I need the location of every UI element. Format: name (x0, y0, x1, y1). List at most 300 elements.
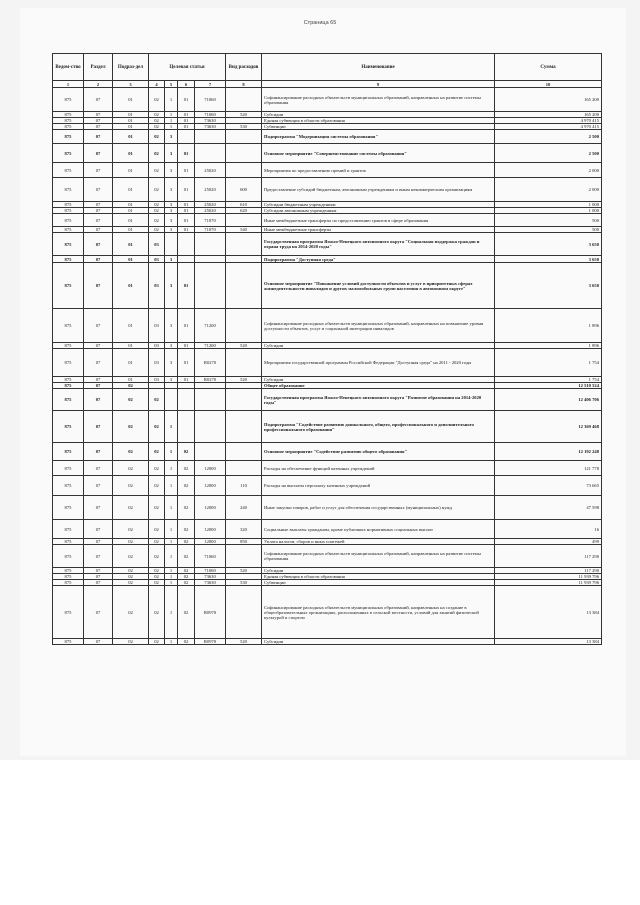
table-row (53, 545, 602, 568)
cell-razdel: 07 (84, 112, 113, 118)
cell-naimenovanie: Субвенции (262, 580, 495, 586)
cell-summa: 2 000 (495, 178, 602, 202)
cell-razdel: 07 (84, 233, 113, 256)
cell-vedomstvo: 875 (53, 568, 84, 574)
cell-vid (226, 443, 262, 461)
cell-cs-3: 01 (178, 124, 195, 130)
cell-podrazdel: 02 (113, 476, 149, 496)
cell-podrazdel: 02 (113, 580, 149, 586)
cell-podrazdel: 01 (113, 377, 149, 383)
cell-vedomstvo: 875 (53, 476, 84, 496)
cell-naimenovanie: Основное мероприятие "Повышение условий доступности объектов и услуг в приоритетных сферах жизнедеятельности инвалидов и других маломобильных групп населения в автономном округе" (262, 263, 495, 309)
cell-cs-4 (195, 443, 226, 461)
cell-cs-2: 1 (165, 639, 178, 645)
cell-podrazdel: 02 (113, 383, 149, 389)
cell-cs-2: 1 (165, 476, 178, 496)
cell-summa: 4 970 415 (495, 118, 602, 124)
cell-naimenovanie: Расходы на обеспечение функций казенных учреждений (262, 461, 495, 476)
cell-summa: 13 384 (495, 586, 602, 639)
cell-razdel: 07 (84, 496, 113, 520)
cell-cs-2: 1 (165, 586, 178, 639)
table-row (53, 389, 602, 411)
table-row (53, 309, 602, 343)
cell-razdel: 07 (84, 586, 113, 639)
cell-cs-4: 71060 (195, 112, 226, 118)
cell-cs-4: 12000 (195, 496, 226, 520)
cell-cs-1: 02 (149, 461, 165, 476)
cell-cs-1: 02 (149, 586, 165, 639)
cell-summa: 3 650 (495, 233, 602, 256)
cell-podrazdel: 01 (113, 349, 149, 377)
cell-cs-3: 02 (178, 539, 195, 545)
cell-naimenovanie: Предоставление субсидий бюджетным, автономным учреждениям и иным некоммерческим организациям (262, 178, 495, 202)
cell-naimenovanie: Единая субвенция в области образования (262, 118, 495, 124)
cell-cs-1: 02 (149, 88, 165, 112)
table-row (53, 476, 602, 496)
cell-razdel: 07 (84, 256, 113, 263)
cell-vid: 520 (226, 377, 262, 383)
cell-vid (226, 545, 262, 568)
cell-cs-1: 02 (149, 476, 165, 496)
cell-cs-3: 01 (178, 118, 195, 124)
cell-cs-3: 01 (178, 144, 195, 163)
cell-cs-3: 02 (178, 443, 195, 461)
cell-podrazdel: 02 (113, 411, 149, 443)
cell-vid: 540 (226, 227, 262, 233)
cell-cs-4: 71060 (195, 88, 226, 112)
cell-cs-3: 02 (178, 476, 195, 496)
cell-podrazdel: 01 (113, 256, 149, 263)
cell-vid (226, 411, 262, 443)
cell-summa: 121 778 (495, 461, 602, 476)
cell-cs-4: 12000 (195, 539, 226, 545)
table-row (53, 178, 602, 202)
cell-cs-2: 3 (165, 256, 178, 263)
cell-vedomstvo: 875 (53, 349, 84, 377)
cell-podrazdel: 02 (113, 539, 149, 545)
cell-naimenovanie: Софинансирование расходных обязательств муниципальных образований, направленных на повышение уровня доступности объектов, услуг и социальной интеграции инвалидов (262, 309, 495, 343)
cell-vedomstvo: 875 (53, 545, 84, 568)
cell-cs-4: 71060 (195, 568, 226, 574)
cell-cs-3: 02 (178, 520, 195, 539)
cell-cs-1: 03 (149, 309, 165, 343)
cell-summa: 117 290 (495, 545, 602, 568)
cell-cs-2: 1 (165, 574, 178, 580)
cell-vedomstvo: 875 (53, 639, 84, 645)
cell-cs-4 (195, 130, 226, 144)
cell-cs-1: 02 (149, 130, 165, 144)
cell-razdel: 07 (84, 476, 113, 496)
cell-vedomstvo: 875 (53, 309, 84, 343)
cell-cs-4: 12000 (195, 461, 226, 476)
table-row (53, 443, 602, 461)
cell-vedomstvo: 875 (53, 539, 84, 545)
table-row (53, 520, 602, 539)
cell-cs-2: 3 (165, 349, 178, 377)
cell-vid (226, 214, 262, 227)
cell-vid: 530 (226, 580, 262, 586)
cell-cs-2: 1 (165, 411, 178, 443)
cell-cs-1: 02 (149, 389, 165, 411)
cell-summa: 165 200 (495, 88, 602, 112)
cell-cs-4 (195, 233, 226, 256)
cell-cs-2: 3 (165, 263, 178, 309)
cell-cs-2: 3 (165, 377, 178, 383)
cell-vedomstvo: 875 (53, 411, 84, 443)
cell-summa: 12 510 524 (495, 383, 602, 389)
cell-cs-4: 71070 (195, 227, 226, 233)
cell-vid: 520 (226, 343, 262, 349)
cell-cs-2: 1 (165, 88, 178, 112)
cell-cs-1: 03 (149, 349, 165, 377)
cell-cs-2: 1 (165, 443, 178, 461)
cell-cs-4: 25020 (195, 202, 226, 208)
table-row (53, 496, 602, 520)
cell-razdel: 07 (84, 309, 113, 343)
cell-cs-3: 01 (178, 343, 195, 349)
cell-naimenovanie: Иные межбюджетные трансферты по предоставлению грантов в сфере образования (262, 214, 495, 227)
cell-cs-4: 73630 (195, 118, 226, 124)
cell-razdel: 07 (84, 163, 113, 178)
cell-cs-3: 02 (178, 568, 195, 574)
header-summa: Сумма (495, 54, 602, 81)
cell-summa: 3 650 (495, 256, 602, 263)
cell-cs-2: 1 (165, 112, 178, 118)
cell-vid: 620 (226, 208, 262, 214)
cell-cs-1: 02 (149, 124, 165, 130)
table-row (53, 639, 602, 645)
cell-vedomstvo: 875 (53, 202, 84, 208)
cell-vedomstvo: 875 (53, 130, 84, 144)
cell-cs-3: 01 (178, 263, 195, 309)
column-number: 2 (84, 81, 113, 88)
cell-summa: 11 939 796 (495, 574, 602, 580)
budget-table (52, 53, 602, 645)
cell-vid (226, 349, 262, 377)
cell-cs-1: 03 (149, 343, 165, 349)
cell-razdel: 07 (84, 208, 113, 214)
cell-razdel: 07 (84, 461, 113, 476)
cell-cs-3: 01 (178, 349, 195, 377)
cell-vid (226, 130, 262, 144)
cell-cs-4: 12000 (195, 520, 226, 539)
cell-naimenovanie: Уплата налогов, сборов и иных платежей (262, 539, 495, 545)
cell-razdel: 07 (84, 227, 113, 233)
cell-cs-4: 71200 (195, 309, 226, 343)
cell-vedomstvo: 875 (53, 461, 84, 476)
cell-cs-4: 73630 (195, 124, 226, 130)
cell-cs-1: 02 (149, 208, 165, 214)
cell-vid (226, 263, 262, 309)
column-number: 9 (262, 81, 495, 88)
header-vedomstvo: Ведом-ство (53, 54, 84, 81)
cell-cs-1: 02 (149, 545, 165, 568)
cell-naimenovanie: Субсидии бюджетным учреждениям (262, 202, 495, 208)
cell-vid (226, 163, 262, 178)
cell-podrazdel: 02 (113, 520, 149, 539)
cell-vedomstvo: 875 (53, 389, 84, 411)
cell-summa: 16 (495, 520, 602, 539)
cell-podrazdel: 01 (113, 88, 149, 112)
cell-cs-4: 71070 (195, 214, 226, 227)
cell-cs-2: 3 (165, 309, 178, 343)
table-row (53, 233, 602, 256)
cell-razdel: 07 (84, 580, 113, 586)
cell-vid (226, 389, 262, 411)
cell-razdel: 07 (84, 568, 113, 574)
cell-cs-4: R0970 (195, 586, 226, 639)
cell-podrazdel: 01 (113, 178, 149, 202)
cell-vedomstvo: 875 (53, 263, 84, 309)
cell-cs-1: 02 (149, 112, 165, 118)
cell-cs-1: 02 (149, 118, 165, 124)
cell-summa: 47 598 (495, 496, 602, 520)
header-naimenovanie: Наименование (262, 54, 495, 81)
cell-vedomstvo: 875 (53, 580, 84, 586)
cell-vid: 320 (226, 520, 262, 539)
column-number: 8 (226, 81, 262, 88)
cell-vid (226, 309, 262, 343)
table-row (53, 163, 602, 178)
cell-cs-4: 25020 (195, 163, 226, 178)
cell-cs-1: 02 (149, 163, 165, 178)
cell-cs-3: 01 (178, 227, 195, 233)
cell-summa: 73 665 (495, 476, 602, 496)
cell-summa: 3 650 (495, 263, 602, 309)
cell-razdel: 07 (84, 539, 113, 545)
cell-cs-2: 3 (165, 227, 178, 233)
cell-razdel: 07 (84, 349, 113, 377)
cell-naimenovanie: Общее образование (262, 383, 495, 389)
cell-naimenovanie: Основное мероприятие "Совершенствование системы образования" (262, 144, 495, 163)
cell-vid: 610 (226, 202, 262, 208)
cell-summa: 13 384 (495, 639, 602, 645)
cell-podrazdel: 02 (113, 586, 149, 639)
cell-vid (226, 144, 262, 163)
cell-cs-3: 01 (178, 88, 195, 112)
table-row (53, 88, 602, 112)
cell-cs-2: 1 (165, 580, 178, 586)
cell-razdel: 07 (84, 124, 113, 130)
cell-summa: 1 754 (495, 349, 602, 377)
cell-cs-3: 02 (178, 545, 195, 568)
cell-cs-3: 01 (178, 202, 195, 208)
cell-cs-3: 02 (178, 574, 195, 580)
cell-naimenovanie: Субсидии (262, 568, 495, 574)
cell-cs-2: 3 (165, 343, 178, 349)
cell-naimenovanie: Подпрограмма "Модернизация системы образования" (262, 130, 495, 144)
cell-naimenovanie: Субсидии (262, 377, 495, 383)
cell-naimenovanie: Софинансирование расходных обязательств муниципальных образований, направленных на развитие системы образования (262, 545, 495, 568)
cell-razdel: 07 (84, 639, 113, 645)
column-number: 10 (495, 81, 602, 88)
cell-naimenovanie: Мероприятия по предоставлению премий и грантов (262, 163, 495, 178)
cell-podrazdel: 02 (113, 461, 149, 476)
cell-podrazdel: 01 (113, 202, 149, 208)
header-vid-rashodov: Вид расходов (226, 54, 262, 81)
cell-vedomstvo: 875 (53, 144, 84, 163)
cell-summa: 12 369 468 (495, 411, 602, 443)
cell-cs-3: 02 (178, 639, 195, 645)
cell-vid: 600 (226, 178, 262, 202)
cell-cs-1: 03 (149, 377, 165, 383)
cell-cs-2 (165, 233, 178, 256)
cell-naimenovanie: Субсидии (262, 639, 495, 645)
cell-cs-4 (195, 263, 226, 309)
cell-naimenovanie: Иные закупки товаров, работ и услуг для обеспечения государственных (муниципальных) нужд (262, 496, 495, 520)
cell-vedomstvo: 875 (53, 520, 84, 539)
header-celevaya-statya: Целевая статья (149, 54, 226, 81)
cell-razdel: 07 (84, 377, 113, 383)
cell-cs-3 (178, 233, 195, 256)
cell-cs-2: 3 (165, 178, 178, 202)
cell-cs-1: 02 (149, 202, 165, 208)
cell-vid (226, 88, 262, 112)
cell-summa: 4 970 415 (495, 124, 602, 130)
table-row (53, 586, 602, 639)
header-podrazdel: Подраз-дел (113, 54, 149, 81)
cell-cs-2: 1 (165, 568, 178, 574)
cell-podrazdel: 01 (113, 263, 149, 309)
cell-vedomstvo: 875 (53, 343, 84, 349)
cell-naimenovanie: Иные межбюджетные трансферты (262, 227, 495, 233)
cell-podrazdel: 01 (113, 118, 149, 124)
table-row (53, 411, 602, 443)
page-label: Страница 65 (303, 20, 337, 26)
column-number-row (53, 81, 602, 88)
cell-cs-2: 3 (165, 208, 178, 214)
cell-naimenovanie: Социальные выплаты гражданам, кроме публичных нормативных социальных выплат (262, 520, 495, 539)
cell-vedomstvo: 875 (53, 163, 84, 178)
cell-razdel: 07 (84, 130, 113, 144)
table-row (53, 214, 602, 227)
cell-cs-4: R0270 (195, 349, 226, 377)
cell-cs-2: 3 (165, 130, 178, 144)
cell-summa: 1 896 (495, 309, 602, 343)
cell-naimenovanie: Государственная программа Ямало-Ненецкого автономного округа "Развитие образования на 2014-2020 годы" (262, 389, 495, 411)
cell-cs-2: 1 (165, 118, 178, 124)
cell-vid: 110 (226, 476, 262, 496)
column-number: 4 (149, 81, 165, 88)
table-body (53, 88, 602, 645)
cell-vedomstvo: 875 (53, 496, 84, 520)
cell-cs-3: 01 (178, 112, 195, 118)
cell-podrazdel: 02 (113, 496, 149, 520)
cell-vedomstvo: 875 (53, 178, 84, 202)
cell-summa: 1 000 (495, 208, 602, 214)
cell-podrazdel: 01 (113, 144, 149, 163)
cell-podrazdel: 01 (113, 227, 149, 233)
cell-vedomstvo: 875 (53, 233, 84, 256)
cell-cs-4 (195, 256, 226, 263)
cell-cs-4: R0970 (195, 639, 226, 645)
table-row (53, 263, 602, 309)
cell-naimenovanie: Софинансирование расходных обязательств муниципальных образований, направленных на создание в общеобразовательных организациях, расположенных в сельской местности, условий для занятий физической культурой и спортом (262, 586, 495, 639)
cell-razdel: 07 (84, 178, 113, 202)
cell-vedomstvo: 875 (53, 383, 84, 389)
table-row (53, 349, 602, 377)
cell-summa: 12 406 706 (495, 389, 602, 411)
cell-cs-3: 01 (178, 377, 195, 383)
cell-vid: 850 (226, 539, 262, 545)
cell-razdel: 07 (84, 574, 113, 580)
cell-cs-1: 02 (149, 227, 165, 233)
cell-vid: 520 (226, 112, 262, 118)
cell-cs-1: 02 (149, 144, 165, 163)
cell-naimenovanie: Мероприятия государственной программы Российской Федерации "Доступная среда" на 2011 - 2020 годы (262, 349, 495, 377)
cell-cs-4: 12000 (195, 476, 226, 496)
cell-vid (226, 586, 262, 639)
cell-cs-4: 71060 (195, 545, 226, 568)
cell-vedomstvo: 875 (53, 88, 84, 112)
cell-podrazdel: 01 (113, 124, 149, 130)
cell-cs-3: 02 (178, 461, 195, 476)
cell-razdel: 07 (84, 214, 113, 227)
cell-podrazdel: 02 (113, 568, 149, 574)
cell-summa: 2 000 (495, 163, 602, 178)
cell-razdel: 07 (84, 411, 113, 443)
cell-vedomstvo: 875 (53, 124, 84, 130)
cell-cs-3 (178, 411, 195, 443)
cell-podrazdel: 01 (113, 343, 149, 349)
cell-cs-3 (178, 130, 195, 144)
cell-razdel: 07 (84, 343, 113, 349)
cell-cs-1: 02 (149, 443, 165, 461)
cell-cs-3: 01 (178, 214, 195, 227)
cell-cs-1: 02 (149, 580, 165, 586)
cell-vid: 520 (226, 568, 262, 574)
cell-naimenovanie: Государственная программа Ямало-Ненецкого автономного округа "Социальная поддержка граждан и охрана труда на 2014-2020 годы" (262, 233, 495, 256)
cell-podrazdel: 01 (113, 309, 149, 343)
cell-cs-2: 1 (165, 124, 178, 130)
cell-cs-4: 73630 (195, 574, 226, 580)
cell-cs-1: 02 (149, 568, 165, 574)
cell-cs-4 (195, 389, 226, 411)
cell-razdel: 07 (84, 88, 113, 112)
cell-razdel: 07 (84, 545, 113, 568)
cell-cs-4: 73630 (195, 580, 226, 586)
cell-cs-4 (195, 144, 226, 163)
cell-vedomstvo: 875 (53, 227, 84, 233)
cell-cs-3: 02 (178, 580, 195, 586)
cell-podrazdel: 01 (113, 163, 149, 178)
cell-vedomstvo: 875 (53, 256, 84, 263)
cell-cs-3: 01 (178, 309, 195, 343)
cell-podrazdel: 01 (113, 112, 149, 118)
cell-cs-1: 02 (149, 574, 165, 580)
cell-cs-1: 02 (149, 639, 165, 645)
table-row (53, 144, 602, 163)
column-number: 7 (195, 81, 226, 88)
cell-razdel: 07 (84, 443, 113, 461)
cell-naimenovanie: Субвенции (262, 124, 495, 130)
cell-naimenovanie: Субсидии автономным учреждениям (262, 208, 495, 214)
cell-vid (226, 256, 262, 263)
header-row (53, 54, 602, 81)
cell-summa: 1 754 (495, 377, 602, 383)
cell-cs-2 (165, 389, 178, 411)
cell-naimenovanie: Субсидии (262, 112, 495, 118)
cell-summa: 499 (495, 539, 602, 545)
cell-summa: 1 000 (495, 202, 602, 208)
cell-cs-1: 02 (149, 520, 165, 539)
table-row (53, 461, 602, 476)
cell-cs-1: 03 (149, 263, 165, 309)
cell-razdel: 07 (84, 520, 113, 539)
cell-cs-3: 01 (178, 208, 195, 214)
cell-cs-3: 02 (178, 496, 195, 520)
cell-cs-4: 25020 (195, 178, 226, 202)
